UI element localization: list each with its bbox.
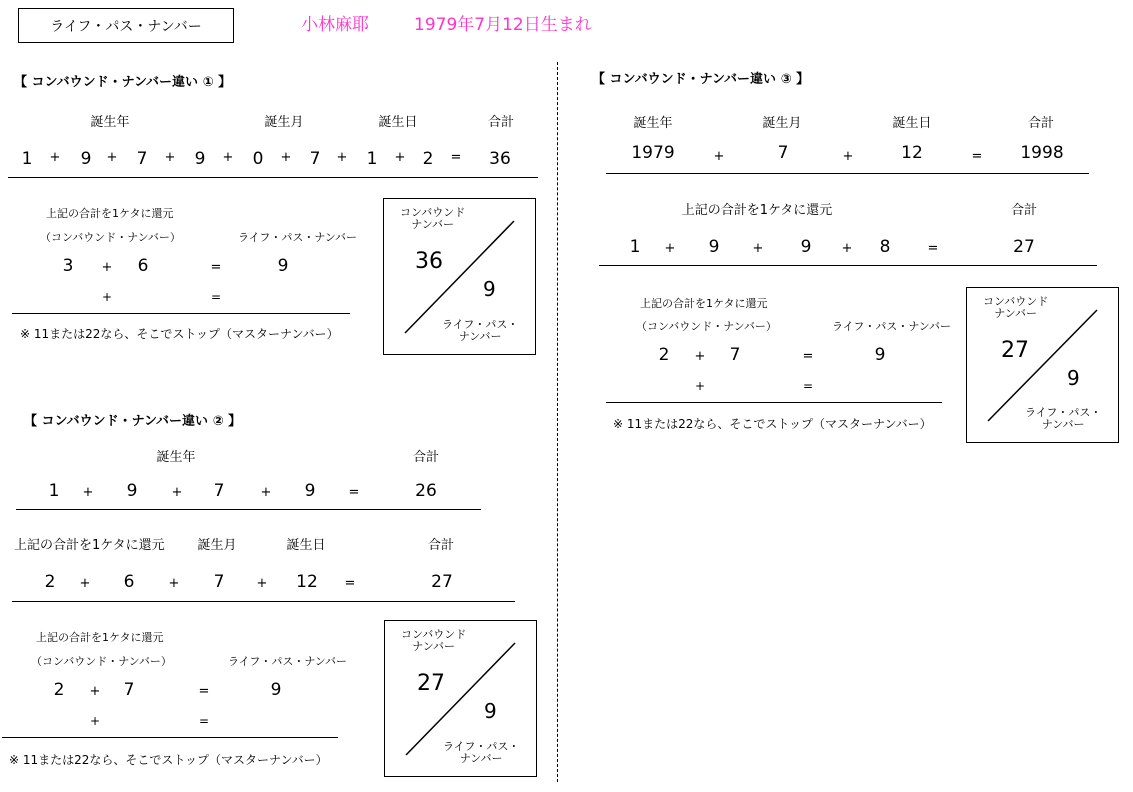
s1-r2-equals: = (210, 290, 222, 304)
s1-plus: + (49, 150, 61, 165)
s2-step2-c: 7 (213, 572, 225, 592)
s2-label-month: 誕生月 (197, 538, 237, 553)
s2-digit: 9 (304, 481, 316, 501)
s3-plus: + (713, 149, 725, 164)
s2-equals: = (348, 485, 360, 500)
s3-label-total-2: 合計 (1010, 203, 1038, 218)
box-compound-number: 27 (417, 671, 445, 696)
s3-equals: = (971, 149, 983, 164)
box-compound-line2: ナンバー (412, 640, 455, 653)
s1-r-a: 3 (62, 256, 74, 276)
s1-r-equals: = (210, 260, 222, 275)
s3-r-equals: = (802, 349, 814, 364)
s1-plus: + (106, 150, 118, 165)
box-life-line1: ライフ・パス・ (442, 318, 519, 331)
s1-plus: + (222, 150, 234, 165)
s3-reduce-label-2: 上記の合計を1ケタに還元 (640, 297, 768, 310)
s3-note: ※ 11または22なら、そこでストップ（マスターナンバー） (613, 417, 932, 431)
s2-r-equals: = (198, 684, 210, 699)
s2-step2-d: 12 (296, 572, 318, 592)
s3-d-sum: 27 (1013, 237, 1035, 257)
s2-rule (16, 509, 481, 510)
s2-r2-equals: = (198, 714, 210, 728)
section-3-title: 【 コンバウンド・ナンバー違い ③ 】 (592, 72, 810, 87)
s3-month: 7 (777, 143, 789, 163)
s2-lifepath-label: ライフ・パス・ナンバー (228, 655, 348, 668)
s1-digit: 9 (194, 149, 206, 169)
s1-plus: + (280, 150, 292, 165)
birth-date: 1979年7月12日生まれ (414, 15, 592, 35)
s2-rule-2 (12, 601, 515, 602)
s3-d: 1 (629, 237, 641, 257)
s1-equals: = (450, 150, 462, 165)
s1-label-year: 誕生年 (90, 115, 130, 130)
s2-step2-plus: + (79, 576, 91, 591)
s1-plus: + (336, 150, 348, 165)
box-life-line1: ライフ・パス・ (1025, 406, 1102, 419)
s3-r-b: 7 (729, 345, 741, 365)
s3-d-equals: = (927, 241, 939, 256)
s3-label-year: 誕生年 (633, 116, 673, 131)
box-lifepath-number: 9 (484, 699, 497, 723)
s2-plus: + (260, 485, 272, 500)
s3-r-result: 9 (874, 345, 886, 365)
s2-r-result: 9 (270, 680, 282, 700)
box-lifepath-text (1025, 407, 1101, 431)
s3-d-plus: + (841, 241, 853, 256)
box-compound-line2: ナンバー (411, 218, 454, 231)
s2-step2-plus: + (168, 576, 180, 591)
s2-digit: 1 (48, 481, 60, 501)
s2-label-year: 誕生年 (156, 450, 196, 465)
s3-year: 1979 (631, 143, 675, 163)
box-compound-line1: コンバウンド (983, 295, 1049, 308)
page-title: ライフ・パス・ナンバー (50, 18, 202, 35)
s2-compound-label: （コンバウンド・ナンバー） (31, 655, 172, 668)
s1-note: ※ 11または22なら、そこでストップ（マスターナンバー） (20, 327, 339, 341)
box-life-line2: ナンバー (1041, 418, 1085, 431)
s1-digit: 7 (136, 149, 148, 169)
s1-sum: 36 (489, 149, 511, 169)
s2-year-sum: 26 (415, 481, 437, 501)
s3-label-day: 誕生日 (892, 116, 932, 131)
section-1-title: 【 コンバウンド・ナンバー違い ① 】 (14, 75, 232, 90)
s3-r-a: 2 (658, 345, 670, 365)
box-compound-line2: ナンバー (994, 307, 1037, 320)
s3-rule (606, 173, 1089, 174)
box-lifepath-text (443, 741, 519, 765)
s3-d: 9 (800, 237, 812, 257)
s2-compound-box (384, 620, 537, 777)
s2-label-day: 誕生日 (286, 538, 326, 553)
box-compound-number: 36 (415, 249, 443, 274)
column-divider (557, 62, 558, 782)
s1-label-total: 合計 (487, 115, 515, 130)
section-2-title: 【 コンバウンド・ナンバー違い ② 】 (24, 414, 242, 429)
box-compound-number: 27 (1001, 338, 1029, 363)
s2-reduce-label-2: 上記の合計を1ケタに還元 (36, 631, 164, 644)
s2-digit: 7 (213, 481, 225, 501)
s2-r2-plus: + (89, 714, 101, 728)
s3-r2-equals: = (802, 379, 814, 393)
s3-compound-label: （コンバウンド・ナンバー） (636, 320, 777, 333)
s1-digit: 7 (309, 149, 321, 169)
s2-r-b: 7 (123, 680, 135, 700)
s3-sum: 1998 (1020, 143, 1064, 163)
s3-d: 8 (879, 237, 891, 257)
s3-d-plus: + (664, 241, 676, 256)
s3-compound-box (966, 287, 1119, 443)
s1-r-plus: + (101, 260, 113, 275)
s1-label-day: 誕生日 (378, 115, 418, 130)
s3-d: 9 (708, 237, 720, 257)
s2-plus: + (171, 485, 183, 500)
s1-rule-2 (12, 313, 350, 314)
box-compound-text (983, 296, 1048, 320)
box-life-line2: ナンバー (458, 330, 502, 343)
s3-rule-2 (599, 265, 1097, 266)
s1-rule (8, 177, 538, 178)
s3-d-plus: + (752, 241, 764, 256)
s3-label-month: 誕生月 (762, 116, 802, 131)
box-life-line1: ライフ・パス・ (443, 740, 520, 753)
s2-digit: 9 (126, 481, 138, 501)
s2-label-total-2: 合計 (427, 538, 455, 553)
s1-compound-label: （コンバウンド・ナンバー） (40, 231, 181, 244)
s2-rule-3 (2, 737, 338, 738)
s1-compound-box (383, 198, 536, 355)
s3-lifepath-label: ライフ・パス・ナンバー (832, 320, 952, 333)
box-lifepath-number: 9 (483, 277, 496, 301)
s2-label-total: 合計 (412, 450, 440, 465)
s3-day: 12 (901, 143, 923, 163)
s2-note: ※ 11または22なら、そこでストップ（マスターナンバー） (9, 753, 328, 767)
s3-r-plus: + (694, 349, 706, 364)
page-title-box (18, 8, 234, 43)
s1-digit: 1 (366, 149, 378, 169)
s1-plus: + (394, 150, 406, 165)
box-compound-line1: コンバウンド (401, 628, 467, 641)
s1-r2-plus: + (101, 290, 113, 304)
box-compound-line1: コンバウンド (400, 206, 466, 219)
s2-step2-equals: = (344, 576, 356, 591)
s2-plus: + (82, 485, 94, 500)
s1-digit: 9 (80, 149, 92, 169)
s2-step2-plus: + (256, 576, 268, 591)
s2-r-a: 2 (53, 680, 65, 700)
s2-reduce-label: 上記の合計を1ケタに還元 (14, 538, 165, 553)
s1-r-result: 9 (277, 256, 289, 276)
s1-digit: 2 (422, 149, 434, 169)
box-lifepath-text (442, 319, 518, 343)
s2-step2-sum: 27 (431, 572, 453, 592)
s2-r-plus: + (89, 684, 101, 699)
s2-step2-a: 2 (44, 572, 56, 592)
s1-digit: 1 (21, 149, 33, 169)
s3-plus: + (842, 149, 854, 164)
s1-lifepath-label: ライフ・パス・ナンバー (238, 231, 358, 244)
s1-plus: + (164, 150, 176, 165)
s3-reduce-label: 上記の合計を1ケタに還元 (681, 203, 833, 218)
box-compound-text (401, 629, 466, 653)
s1-r-b: 6 (137, 256, 149, 276)
box-compound-text (400, 207, 465, 231)
s3-rule-3 (606, 402, 942, 403)
s1-reduce-label: 上記の合計を1ケタに還元 (46, 207, 174, 220)
s2-step2-b: 6 (123, 572, 135, 592)
s1-label-month: 誕生月 (264, 115, 304, 130)
s3-r2-plus: + (694, 379, 706, 393)
s1-digit: 0 (252, 149, 264, 169)
person-name: 小林麻耶 (301, 15, 369, 35)
s3-label-total: 合計 (1027, 116, 1055, 131)
box-lifepath-number: 9 (1067, 366, 1080, 390)
box-life-line2: ナンバー (459, 752, 503, 765)
